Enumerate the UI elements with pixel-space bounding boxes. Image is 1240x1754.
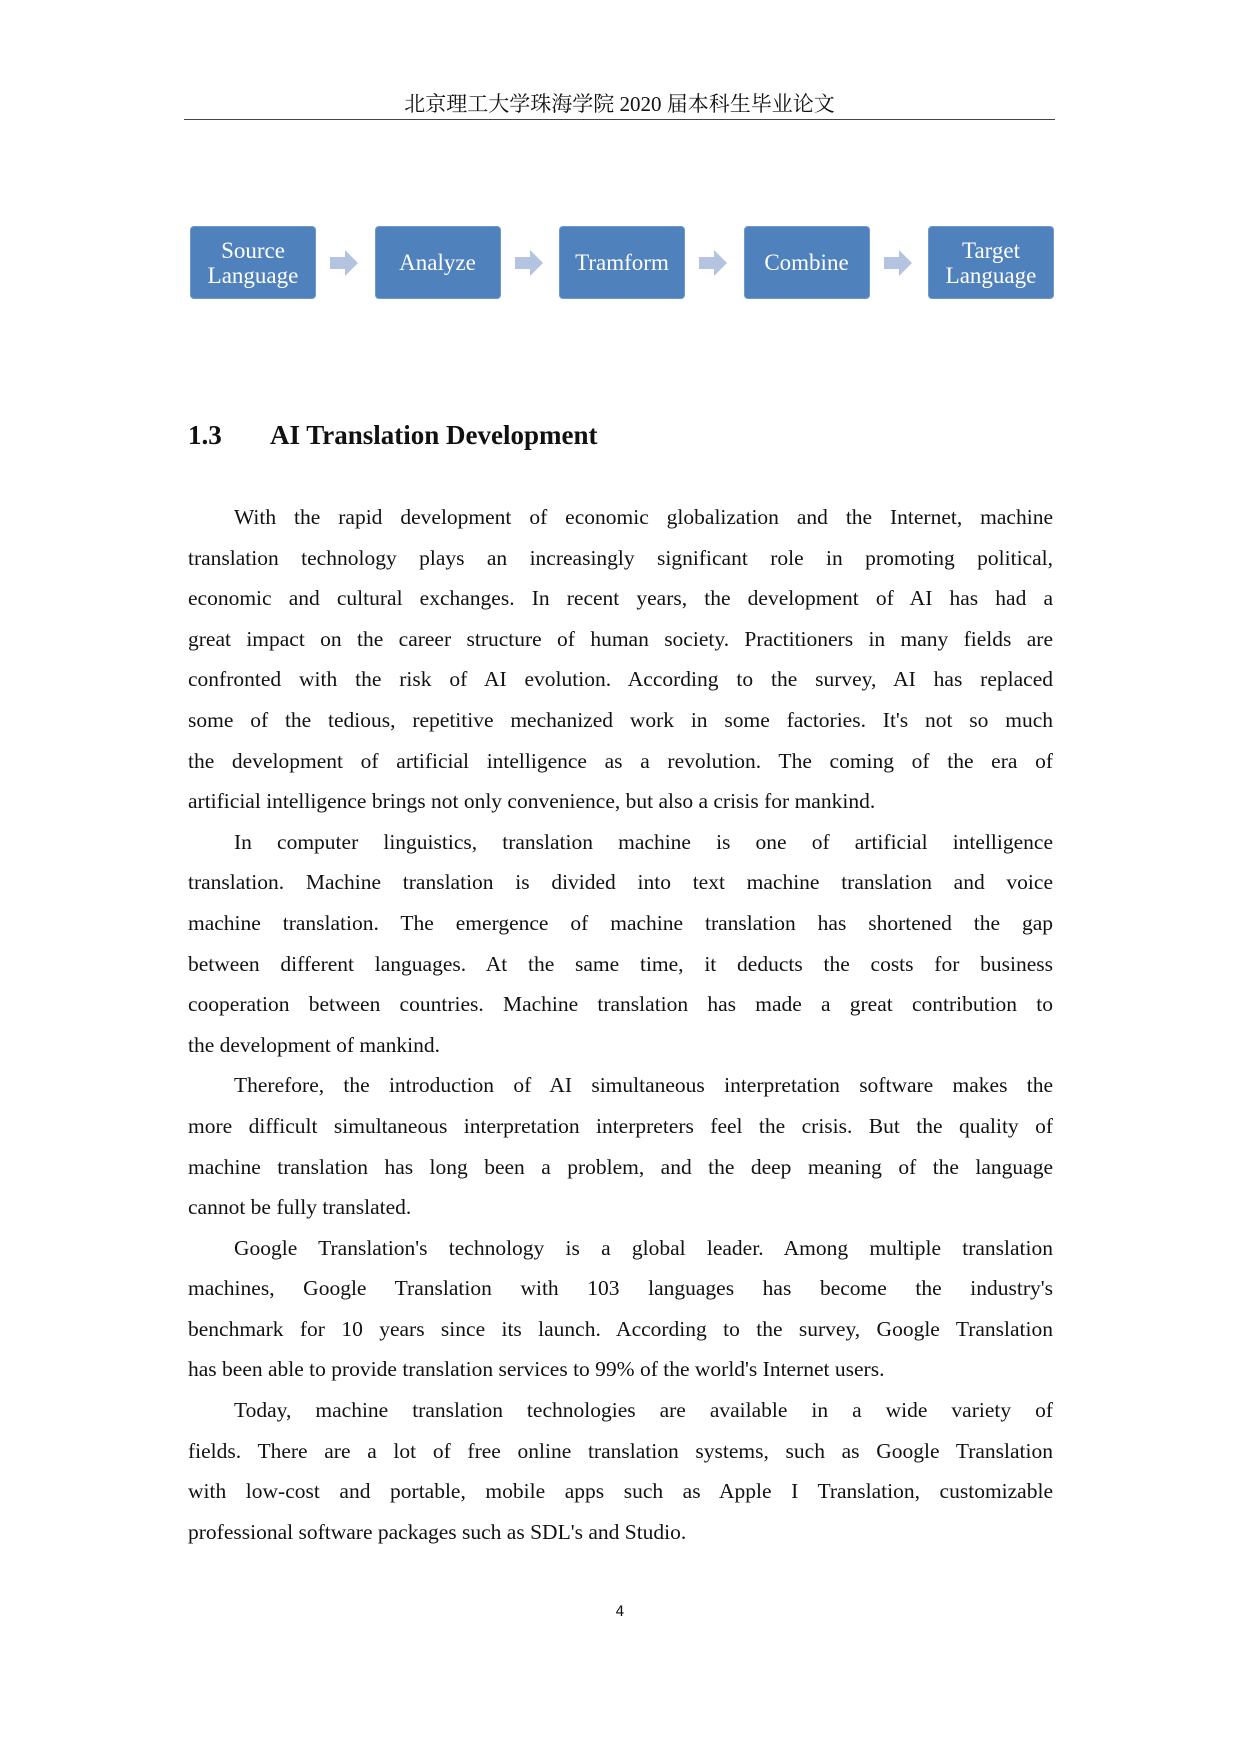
text-line: benchmark for 10 years since its launch. According to the survey, Google Translation [188,1316,1053,1341]
flow-step-box: Analyze [375,226,501,299]
paragraph [188,497,1053,822]
text-line: cannot be fully translated. [188,1195,412,1220]
paragraph [188,1390,1053,1552]
paragraph [188,822,1053,1066]
text-line: machine translation has long been a problem, and the deep meaning of the language [188,1154,1053,1179]
text-line: artificial intelligence brings not only convenience, but also a crisis for mankind. [188,789,876,814]
text-line: professional software packages such as SDL's and Studio. [188,1519,687,1544]
page-header: 北京理工大学珠海学院 2020 届本科生毕业论文 [404,92,835,116]
text-line: cooperation between countries. Machine translation has made a great contribution to [188,992,1053,1017]
text-line: the development of artificial intelligence as a revolution. The coming of the era of [188,748,1053,773]
text-line: Therefore, the introduction of AI simultaneous interpretation software makes the [234,1073,1053,1098]
paragraph [188,1228,1053,1390]
text-line: has been able to provide translation services to 99% of the world's Internet users. [188,1357,885,1382]
header-divider [184,119,1055,120]
section-number: 1.3 [188,420,222,450]
flow-step-box: Combine [744,226,870,299]
text-line: Today, machine translation technologies are available in a wide variety of [234,1398,1053,1423]
section-heading [188,420,598,451]
text-line: confronted with the risk of AI evolution. According to the survey, AI has replaced [188,667,1053,692]
page-number: 4 [615,1604,625,1620]
translation-flow-diagram [190,226,1055,300]
text-line: machines, Google Translation with 103 languages has become the industry's [188,1276,1053,1301]
body-text [188,497,1053,1552]
text-line: In computer linguistics, translation machine is one of artificial intelligence [234,829,1053,854]
text-line: more difficult simultaneous interpretation interpreters feel the crisis. But the quality of [188,1113,1053,1138]
text-line: with low-cost and portable, mobile apps such as Apple I Translation, customizable [188,1479,1053,1504]
text-line: Google Translation's technology is a global leader. Among multiple translation [234,1235,1053,1260]
flow-step-box: Tramform [559,226,685,299]
section-title: AI Translation Development [270,420,598,450]
text-line: economic and cultural exchanges. In recent years, the development of AI has had a [188,586,1053,611]
text-line: machine translation. The emergence of machine translation has shortened the gap [188,910,1053,935]
text-line: fields. There are a lot of free online translation systems, such as Google Translation [188,1438,1053,1463]
text-line: translation technology plays an increasingly significant role in promoting political, [188,545,1053,570]
flow-step-box: Target Language [928,226,1054,299]
arrow-right-icon [699,250,727,276]
text-line: With the rapid development of economic globalization and the Internet, machine [234,505,1053,529]
text-line: translation. Machine translation is divided into text machine translation and voice [188,870,1053,895]
text-line: the development of mankind. [188,1032,440,1057]
arrow-right-icon [884,250,912,276]
text-line: between different languages. At the same time, it deducts the costs for business [188,951,1053,976]
arrow-right-icon [515,250,543,276]
arrow-right-icon [330,250,358,276]
text-line: some of the tedious, repetitive mechanized work in some factories. It's not so much [188,707,1053,732]
paragraph [188,1065,1053,1227]
flow-step-box: Source Language [190,226,316,299]
text-line: great impact on the career structure of human society. Practitioners in many fields are [188,626,1053,651]
